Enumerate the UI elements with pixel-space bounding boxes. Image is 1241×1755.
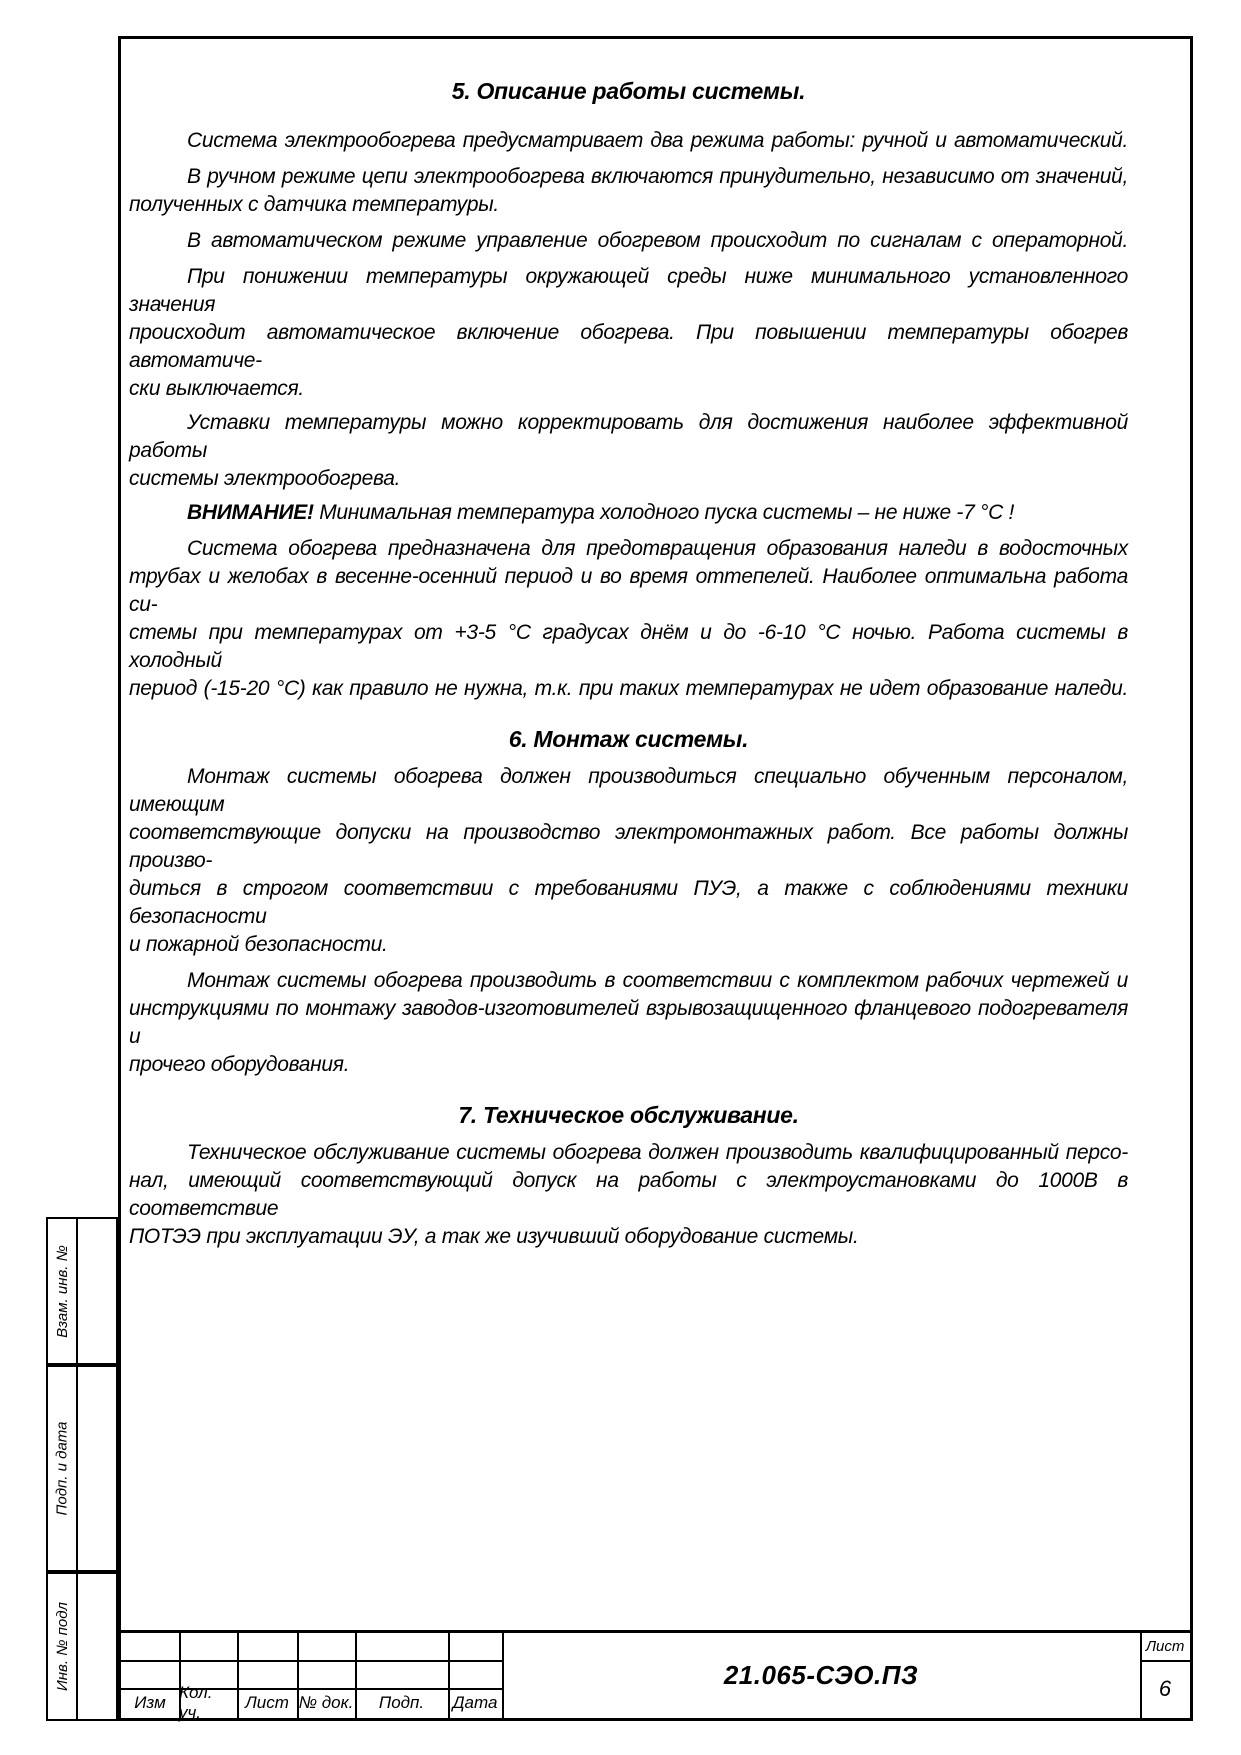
section-7-heading: 7. Техническое обслуживание. — [458, 1102, 799, 1128]
paragraph — [129, 1139, 1128, 1251]
col-header-kol-uch: Кол. уч. — [179, 1683, 213, 1722]
col-header-data: Дата — [452, 1693, 498, 1712]
paragraph-line: происходит автоматическое включение обогрева. При повышении температуры обогрев автоматиче- — [129, 321, 1128, 372]
paragraph-line: диться в строгом соответствии с требованиями ПУЭ, а также с соблюдениями техники безопасности — [129, 877, 1128, 928]
stamp-box-zam-inv — [46, 1217, 118, 1365]
text-column — [129, 39, 1128, 1251]
paragraph-line: стемы при температурах от +3-5 °С градусах днём и до -6-10 °С ночью. Работа системы в холодный — [129, 621, 1128, 672]
warning-paragraph — [129, 499, 1128, 527]
paragraph-line: Техническое обслуживание системы обогрева должен производить квалифицированный персо- — [187, 1141, 1128, 1164]
titleblock-divider — [121, 1660, 502, 1662]
paragraph — [129, 967, 1128, 1079]
title-block — [118, 1630, 1193, 1721]
paragraph-line: трубах и желобах в весенне-осенний период и во время оттепелей. Наиболее оптимальна работа си- — [129, 565, 1128, 616]
paragraph — [129, 127, 1128, 155]
paragraph — [129, 763, 1128, 959]
paragraph-line: Система электрообогрева предусматривает два режима работы: ручной и автоматический. — [187, 129, 1128, 152]
document-number: 21.065-СЭО.ПЗ — [723, 1660, 919, 1690]
paragraph-line: ПОТЭЭ при эксплуатации ЭУ, а так же изучивший оборудование системы. — [129, 1225, 859, 1248]
paragraph-line: системы электрообогрева. — [129, 467, 401, 490]
paragraph-line: инструкциями по монтажу заводов-изготовителей взрывозащищенного фланцевого подогревателя и — [129, 997, 1128, 1048]
col-header-podp: Подп. — [378, 1693, 425, 1712]
stamp-label: Инв. № подл — [53, 1602, 71, 1691]
stamp-label: Подп. и дата — [53, 1421, 71, 1516]
warning-text: Минимальная температура холодного пуска системы – не ниже -7 °С ! — [313, 501, 1015, 524]
sheet-label: Лист — [1145, 1638, 1185, 1655]
paragraph-line: Монтаж системы обогрева производить в соответствии с комплектом рабочих чертежей и — [187, 969, 1128, 992]
paragraph-line: В автоматическом режиме управление обогревом происходит по сигналам с операторной. — [187, 229, 1128, 252]
paragraph-line: Система обогрева предназначена для предотвращения образования наледи в водосточных — [187, 537, 1128, 560]
stamp-blank-cell — [78, 1367, 116, 1570]
paragraph-line: период (-15-20 °С) как правило не нужна, т.к. при таких температурах не идет образование наледи. — [129, 677, 1128, 700]
sheet-number: 6 — [1158, 1676, 1172, 1701]
section-5-heading: 5. Описание работы системы. — [451, 78, 806, 104]
stamp-label-cell — [48, 1219, 78, 1363]
paragraph-line: полученных с датчика температуры. — [129, 193, 499, 216]
col-header-list: Лист — [245, 1693, 289, 1712]
stamp-box-podp-data — [46, 1365, 118, 1572]
paragraph — [129, 409, 1128, 493]
paragraph-line: Уставки температуры можно корректировать для достижения наиболее эффективной работы — [129, 411, 1128, 462]
paragraph — [129, 227, 1128, 255]
stamp-label: Взам. инв. № — [53, 1244, 71, 1338]
paragraph — [129, 263, 1128, 403]
paragraph-line: Монтаж системы обогрева должен производиться специально обученным персоналом, имеющим — [129, 765, 1128, 816]
paragraph-line: При понижении температуры окружающей среды ниже минимального установленного значения — [129, 265, 1128, 316]
col-header-izm: Изм — [134, 1693, 166, 1712]
paragraph-line: и пожарной безопасности. — [129, 933, 388, 956]
warning-lead: ВНИМАНИЕ! — [187, 501, 314, 524]
paragraph — [129, 535, 1128, 703]
stamp-blank-cell — [78, 1219, 116, 1363]
paragraph — [129, 163, 1128, 219]
paragraph-line: ски выключается. — [129, 377, 304, 400]
stamp-label-cell — [48, 1574, 78, 1719]
paragraph-line: соответствующие допуски на производство электромонтажных работ. Все работы должны произво- — [129, 821, 1128, 872]
drawing-frame — [118, 36, 1193, 1721]
paragraph-line — [129, 499, 1128, 527]
section-6-heading: 6. Монтаж системы. — [508, 726, 749, 752]
paragraph-line: нал, имеющий соответствующий допуск на работы с электроустановками до 1000В в соответствие — [129, 1169, 1128, 1220]
paragraph-line: прочего оборудования. — [129, 1053, 350, 1076]
stamp-box-inv-podl — [46, 1572, 118, 1721]
paragraph-line: В ручном режиме цепи электрообогрева включаются принудительно, независимо от значений, — [187, 165, 1128, 188]
stamp-blank-cell — [78, 1574, 116, 1719]
stamp-label-cell — [48, 1367, 78, 1570]
col-header-no-dok: № док. — [298, 1693, 354, 1712]
